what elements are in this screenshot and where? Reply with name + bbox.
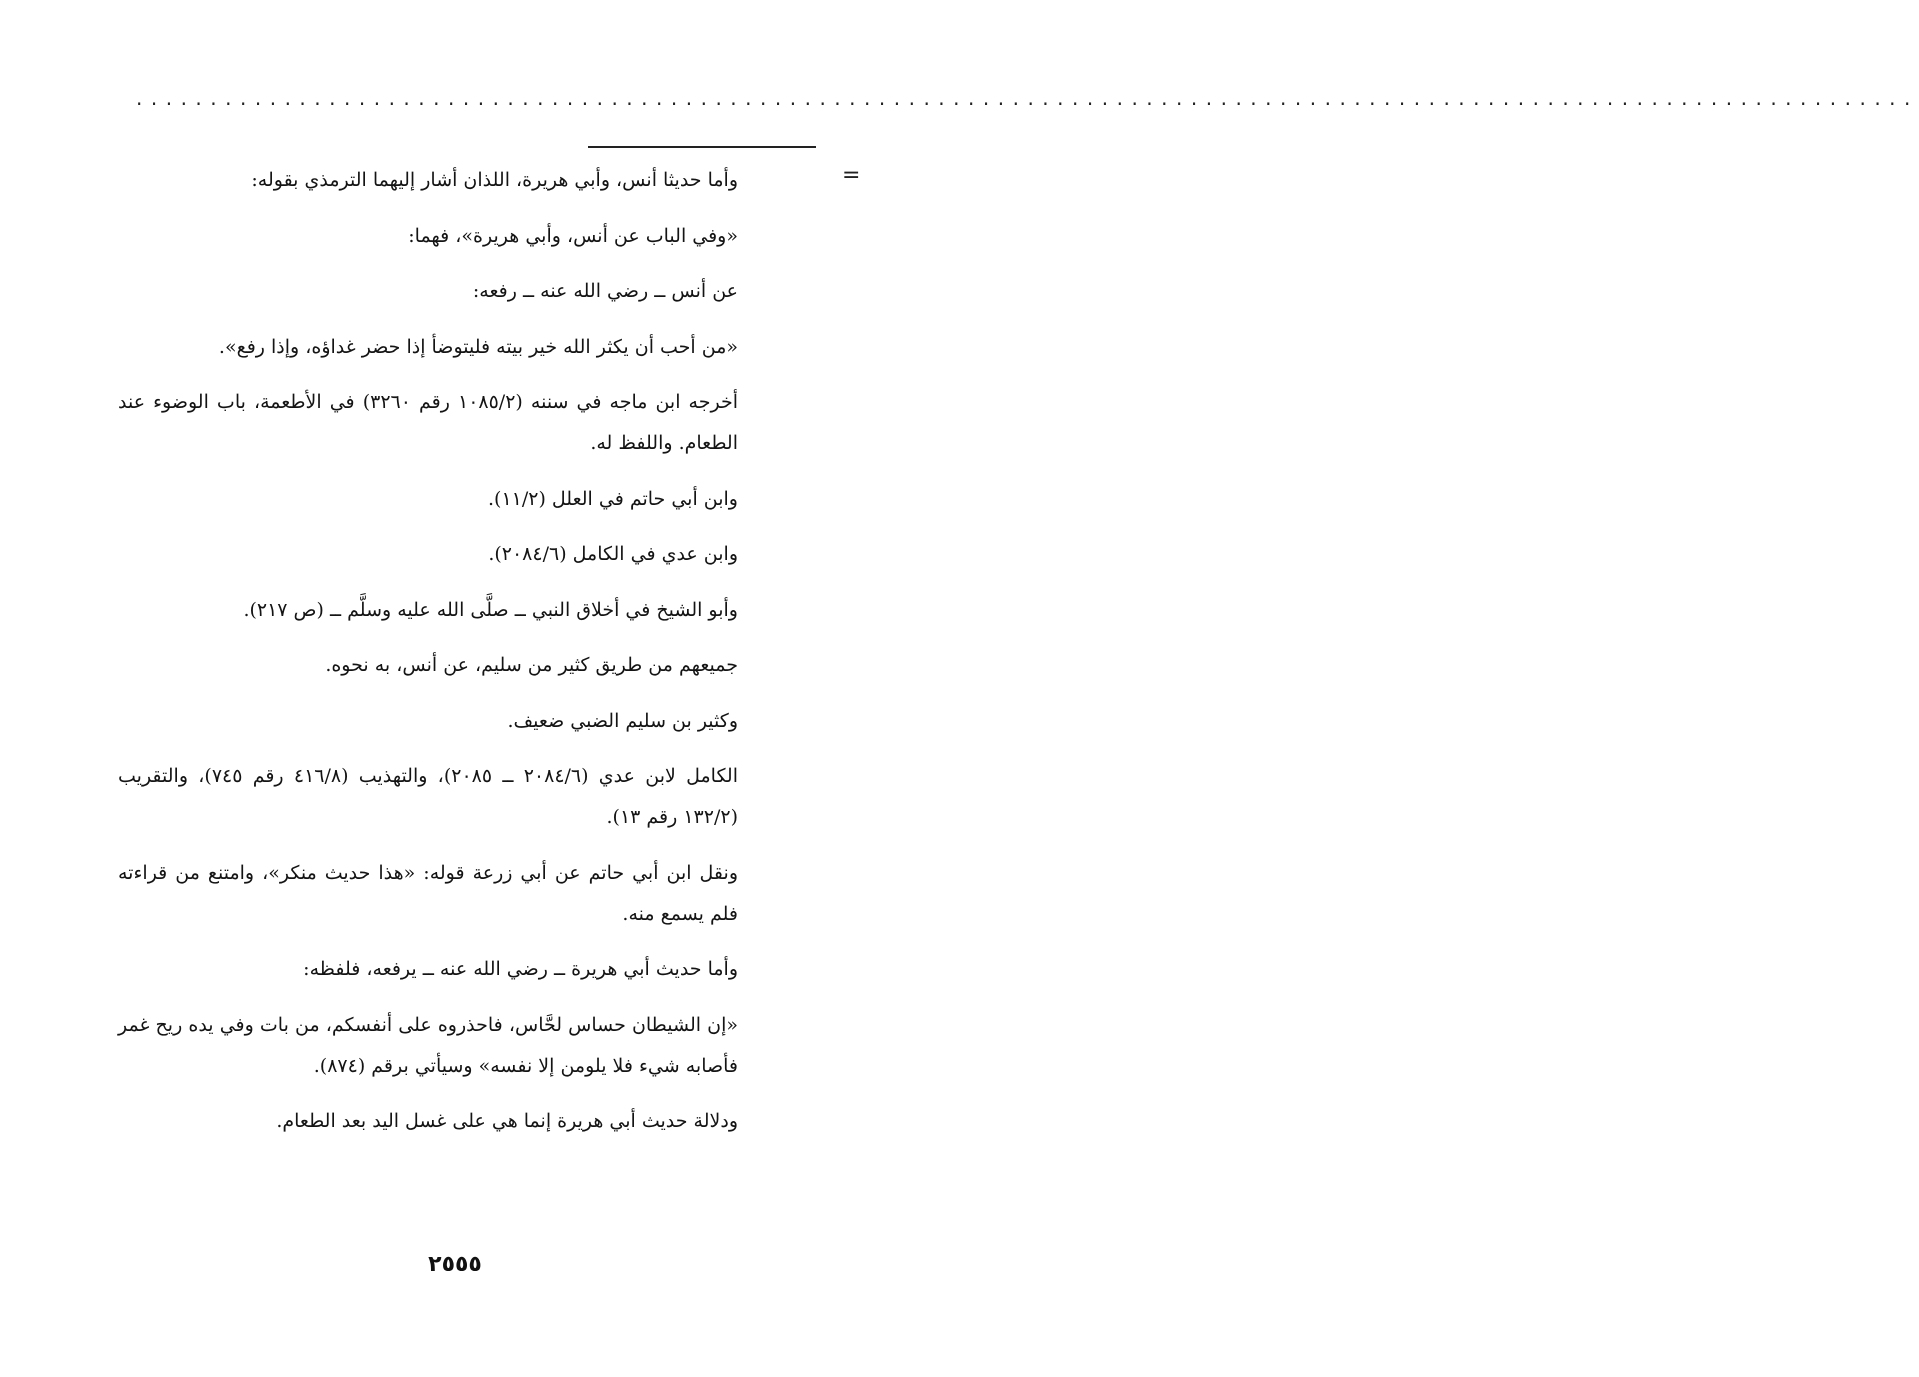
- paragraph-references: الكامل لابن عدي (٢٠٨٤/٦ ــ ٢٠٨٥)، والتهذيب (٤١٦/٨ رقم ٧٤٥)، والتقريب (١٣٢/٢ رقم ١٣).: [118, 765, 738, 828]
- page-body: [118, 160, 738, 1142]
- paragraph-abu-hurayrah-hadith: «إن الشيطان حساس لحَّاس، فاحذروه على أنفسكم، من بات وفي يده ريح غمر فأصابه شيء فلا يلومن إلا نفسه» وسيأتي برقم (٨٧٤).: [118, 1013, 738, 1077]
- footnote-rule: [588, 146, 816, 148]
- paragraph-anas-heading: عن أنس ــ رضي الله عنه ــ رفعه:: [472, 280, 738, 302]
- paragraph-intro: وأما حديثا أنس، وأبي هريرة، اللذان أشار إليهما الترمذي بقوله:: [251, 169, 738, 191]
- page-number: ٢٥٥٥: [428, 1252, 482, 1277]
- paragraph-abu-al-shaykh: وأبو الشيخ في أخلاق النبي ــ صلَّى الله عليه وسلَّم ــ (ص ٢١٧).: [243, 598, 738, 621]
- paragraph-abu-zurah: ونقل ابن أبي حاتم عن أبي زرعة قوله: «هذا حديث منكر»، وامتنع من قراءته فلم يسمع منه.: [118, 861, 738, 925]
- paragraph-quote-chapter: «وفي الباب عن أنس، وأبي هريرة»، فهما:: [408, 224, 738, 247]
- continuation-mark: =: [842, 163, 861, 188]
- paragraph-conclusion: ودلالة حديث أبي هريرة إنما هي على غسل اليد بعد الطعام.: [276, 1110, 738, 1132]
- paragraph-ibn-adi: وابن عدي في الكامل (٢٠٨٤/٦).: [488, 543, 738, 565]
- paragraph-anas-hadith: «من أحب أن يكثر الله خير بيته فليتوضأ إذا حضر غداؤه، وإذا رفع».: [218, 335, 738, 358]
- paragraph-ibn-majah: أخرجه ابن ماجه في سننه (١٠٨٥/٢ رقم ٣٢٦٠) في الأطعمة، باب الوضوء عند الطعام. واللفظ له.: [118, 391, 738, 454]
- paragraph-narrator-weak: وكثير بن سليم الضبي ضعيف.: [507, 709, 738, 732]
- paragraph-ibn-abi-hatim: وابن أبي حاتم في العلل (١١/٢).: [487, 487, 738, 510]
- dotted-separator: ........................................................................................................................: [136, 86, 1919, 110]
- paragraph-chain: جميعهم من طريق كثير من سليم، عن أنس، به نحوه.: [325, 654, 738, 676]
- paragraph-abu-hurayrah-heading: وأما حديث أبي هريرة ــ رضي الله عنه ــ يرفعه، فلفظه:: [303, 958, 738, 980]
